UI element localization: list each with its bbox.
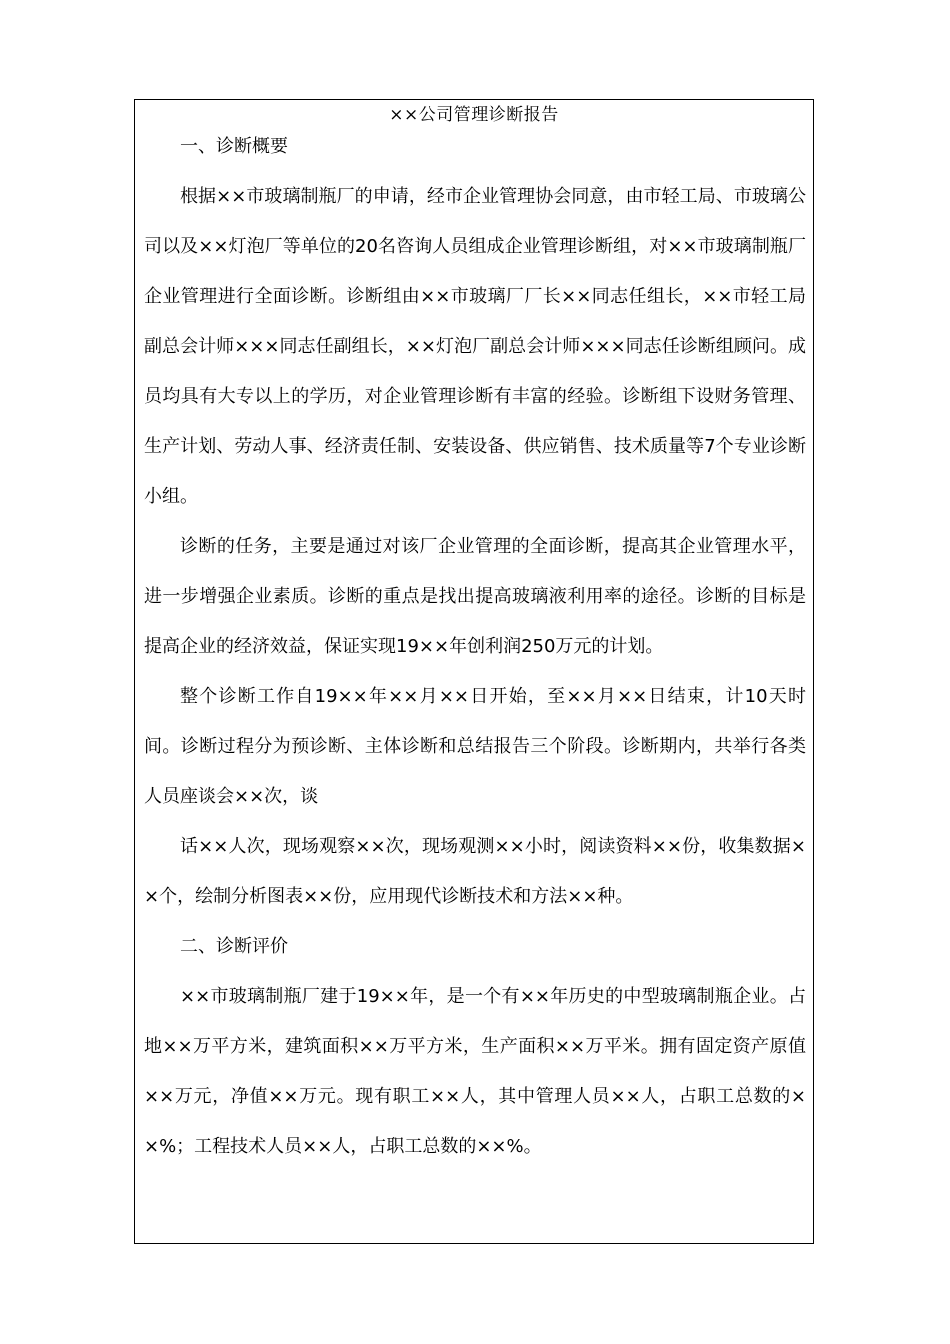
paragraph: 话××人次，现场观察××次，现场观测××小时，阅读资料××份，收集数据××个，绘制分析图表××份，应用现代诊断技术和方法××种。 <box>144 836 806 907</box>
section-heading-evaluation: 二、诊断评价 <box>180 936 288 957</box>
paragraph: ××市玻璃制瓶厂建于19××年，是一个有××年历史的中型玻璃制瓶企业。占地××万平方米，建筑面积××万平方米，生产面积××万平米。拥有固定资产原值××万元，净值××万元。现有职工××人，其中管理人员××人，占职工总数的××%；工程技术人员××人，占职工总数的××%。 <box>144 986 806 1157</box>
document-body <box>144 122 806 1172</box>
paragraph: 诊断的任务，主要是通过对该厂企业管理的全面诊断，提高其企业管理水平，进一步增强企业素质。诊断的重点是找出提高玻璃液利用率的途径。诊断的目标是提高企业的经济效益，保证实现19××年创利润250万元的计划。 <box>144 536 806 657</box>
paragraph: 根据××市玻璃制瓶厂的申请，经市企业管理协会同意，由市轻工局、市玻璃公司以及××灯泡厂等单位的20名咨询人员组成企业管理诊断组，对××市玻璃制瓶厂企业管理进行全面诊断。诊断组由××市玻璃厂厂长××同志任组长，××市轻工局副总会计师×××同志任副组长，××灯泡厂副总会计师×××同志任诊断组顾问。成员均具有大专以上的学历，对企业管理诊断有丰富的经验。诊断组下设财务管理、生产计划、劳动人事、经济责任制、安装设备、供应销售、技术质量等7个专业诊断小组。 <box>144 186 806 507</box>
document-frame <box>134 99 814 1244</box>
section-heading-overview: 一、诊断概要 <box>180 136 288 157</box>
document-title: ××公司管理诊断报告 <box>389 105 559 125</box>
paragraph: 整个诊断工作自19××年××月××日开始，至××月××日结束，计10天时间。诊断过程分为预诊断、主体诊断和总结报告三个阶段。诊断期内，共举行各类人员座谈会××次，谈 <box>144 686 806 807</box>
